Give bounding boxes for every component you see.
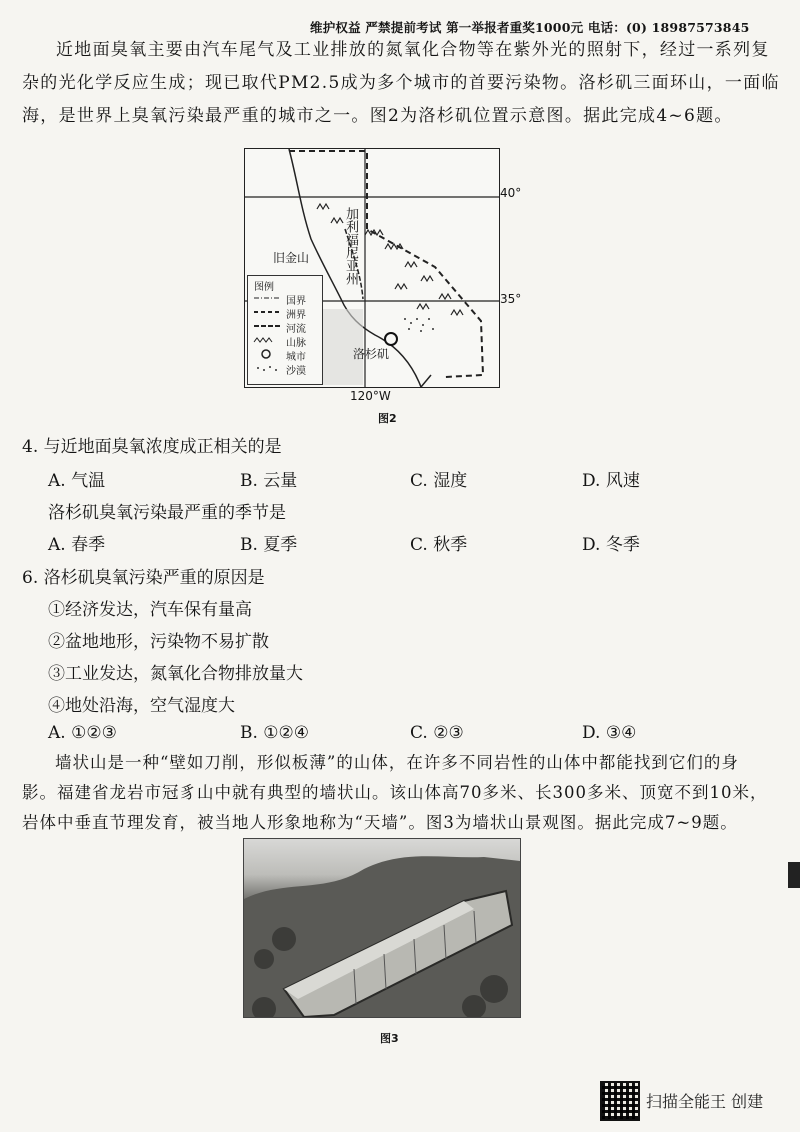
q4-option-a: A. 气温	[48, 471, 106, 491]
q6-stem: 6. 洛杉矶臭氧污染严重的原因是	[22, 568, 265, 588]
map-caption: 图2	[378, 412, 397, 425]
legend-item: 洲界	[286, 310, 306, 321]
intro2-line: 墙状山是一种“壁如刀削，形似板薄”的山体，在许多不同岩性的山体中都能找到它们的身	[55, 753, 739, 772]
q6-option-d: D. ③④	[582, 723, 637, 743]
page-edge-mark	[788, 862, 800, 888]
map-legend	[247, 275, 323, 385]
q6-item-3: ③工业发达，氮氧化合物排放量大	[48, 664, 303, 684]
q4-option-c: C. 湿度	[410, 471, 468, 491]
intro-line: 杂的光化学反应生成；现已取代PM2.5成为多个城市的首要污染物。洛杉矶三面环山，一面临	[22, 73, 780, 93]
legend-item: 城市	[286, 352, 306, 363]
lat-40-label: 40°	[500, 186, 522, 200]
lat-35-label: 35°	[500, 292, 522, 306]
intro-line: 海，是世界上臭氧污染最严重的城市之一。图2为洛杉矶位置示意图。据此完成4~6题。	[22, 106, 733, 126]
map-label-state: 加利福尼亚州	[343, 207, 358, 285]
legend-item: 国界	[286, 296, 306, 307]
map-label-sf: 旧金山	[273, 251, 310, 265]
q4-stem: 4. 与近地面臭氧浓度成正相关的是	[22, 437, 282, 457]
q5-stem: 洛杉矶臭氧污染最严重的季节是	[48, 503, 286, 523]
intro2-line: 岩体中垂直节理发育，被当地人形象地称为“天墙”。图3为墙状山景观图。据此完成7~9题。	[22, 813, 738, 832]
scanner-watermark: 扫描全能王 创建	[646, 1092, 764, 1111]
q5-option-a: A. 春季	[48, 535, 106, 555]
q5-option-d: D. 冬季	[582, 535, 640, 555]
map-label-la: 洛杉矶	[353, 347, 390, 361]
q6-item-1: ①经济发达，汽车保有量高	[48, 600, 252, 620]
q6-option-a: A. ①②③	[48, 723, 117, 743]
intro-paragraph	[22, 34, 782, 133]
q4-option-d: D. 风速	[582, 471, 640, 491]
q6-item-2: ②盆地地形，污染物不易扩散	[48, 632, 269, 652]
q4-option-b: B. 云量	[240, 471, 298, 491]
la-location-map	[244, 148, 500, 388]
intro2-paragraph	[22, 748, 782, 838]
exam-header: 维护权益 严禁提前考试 第一举报者重奖1000元 电话：(0) 18987573845	[310, 20, 750, 35]
intro-line: 近地面臭氧主要由汽车尾气及工业排放的氮氧化合物等在紫外光的照射下，经过一系列复	[56, 40, 770, 60]
q6-option-c: C. ②③	[410, 723, 464, 743]
qr-code-icon	[600, 1081, 640, 1121]
legend-item: 山脉	[286, 338, 306, 349]
q6-option-b: B. ①②④	[240, 723, 310, 743]
legend-title: 图例	[254, 282, 274, 293]
q6-item-4: ④地处沿海，空气湿度大	[48, 696, 235, 716]
legend-item: 河流	[286, 324, 306, 335]
lon-label: 120°W	[350, 389, 391, 403]
legend-item: 沙漠	[286, 366, 306, 377]
photo-caption: 图3	[380, 1032, 399, 1045]
wall-mountain-photo	[243, 838, 521, 1018]
intro2-line: 影。福建省龙岩市冠豸山中就有典型的墙状山。该山体高70多米、长300多米、顶宽不到10米，	[22, 783, 768, 802]
q5-option-c: C. 秋季	[410, 535, 468, 555]
q5-option-b: B. 夏季	[240, 535, 298, 555]
